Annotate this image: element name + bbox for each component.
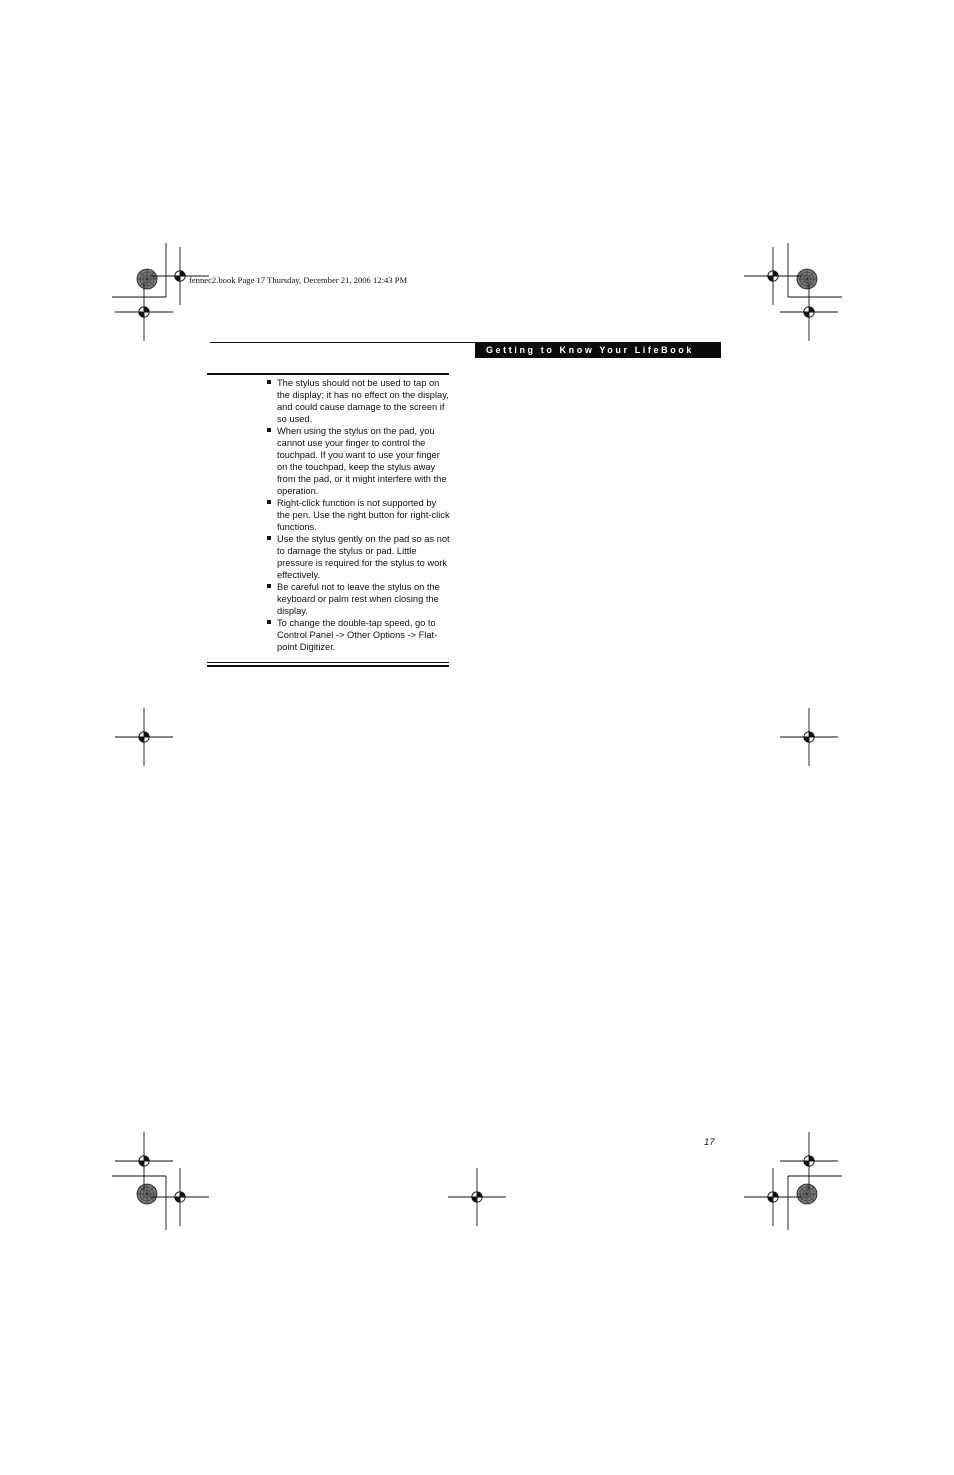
bullet-icon: [267, 500, 271, 504]
note-text: Use the stylus gently on the pad so as not to damage the stylus or pad. Little pressure is required for the stylus to work effectively.: [277, 534, 450, 580]
list-item: [266, 581, 450, 617]
note-top-rule: [207, 373, 449, 375]
list-item: [266, 377, 450, 425]
note-bottom-rule-thick: [207, 665, 449, 667]
note-text: The stylus should not be used to tap on the display; it has no effect on the display, and could cause damage to the screen if so used.: [277, 378, 449, 424]
note-text: Right-click function is not supported by the pen. Use the right button for right-click functions.: [277, 498, 450, 532]
bullet-icon: [267, 584, 271, 588]
note-text: When using the stylus on the pad, you cannot use your finger to control the touchpad. If you want to use your finger on the touchpad, keep the stylus away from the pad, or it might interfere with the operation.: [277, 426, 447, 496]
page-number: 17: [704, 1137, 715, 1148]
list-item: [266, 425, 450, 497]
note-list: [266, 377, 450, 653]
note-bottom-rule: [207, 662, 449, 663]
list-item: [266, 497, 450, 533]
bullet-icon: [267, 620, 271, 624]
header-rule: [210, 342, 475, 343]
running-header: Getting to Know Your LifeBook: [475, 342, 721, 358]
note-text: To change the double-tap speed, go to Control Panel -> Other Options -> Flat-point Digitizer.: [277, 618, 438, 652]
note-text: Be careful not to leave the stylus on the keyboard or palm rest when closing the display.: [277, 582, 440, 616]
print-slug-line: fennec2.book Page 17 Thursday, December 21, 2006 12:43 PM: [189, 275, 408, 285]
bullet-icon: [267, 380, 271, 384]
list-item: [266, 533, 450, 581]
bullet-icon: [267, 536, 271, 540]
bullet-icon: [267, 428, 271, 432]
list-item: [266, 617, 450, 653]
